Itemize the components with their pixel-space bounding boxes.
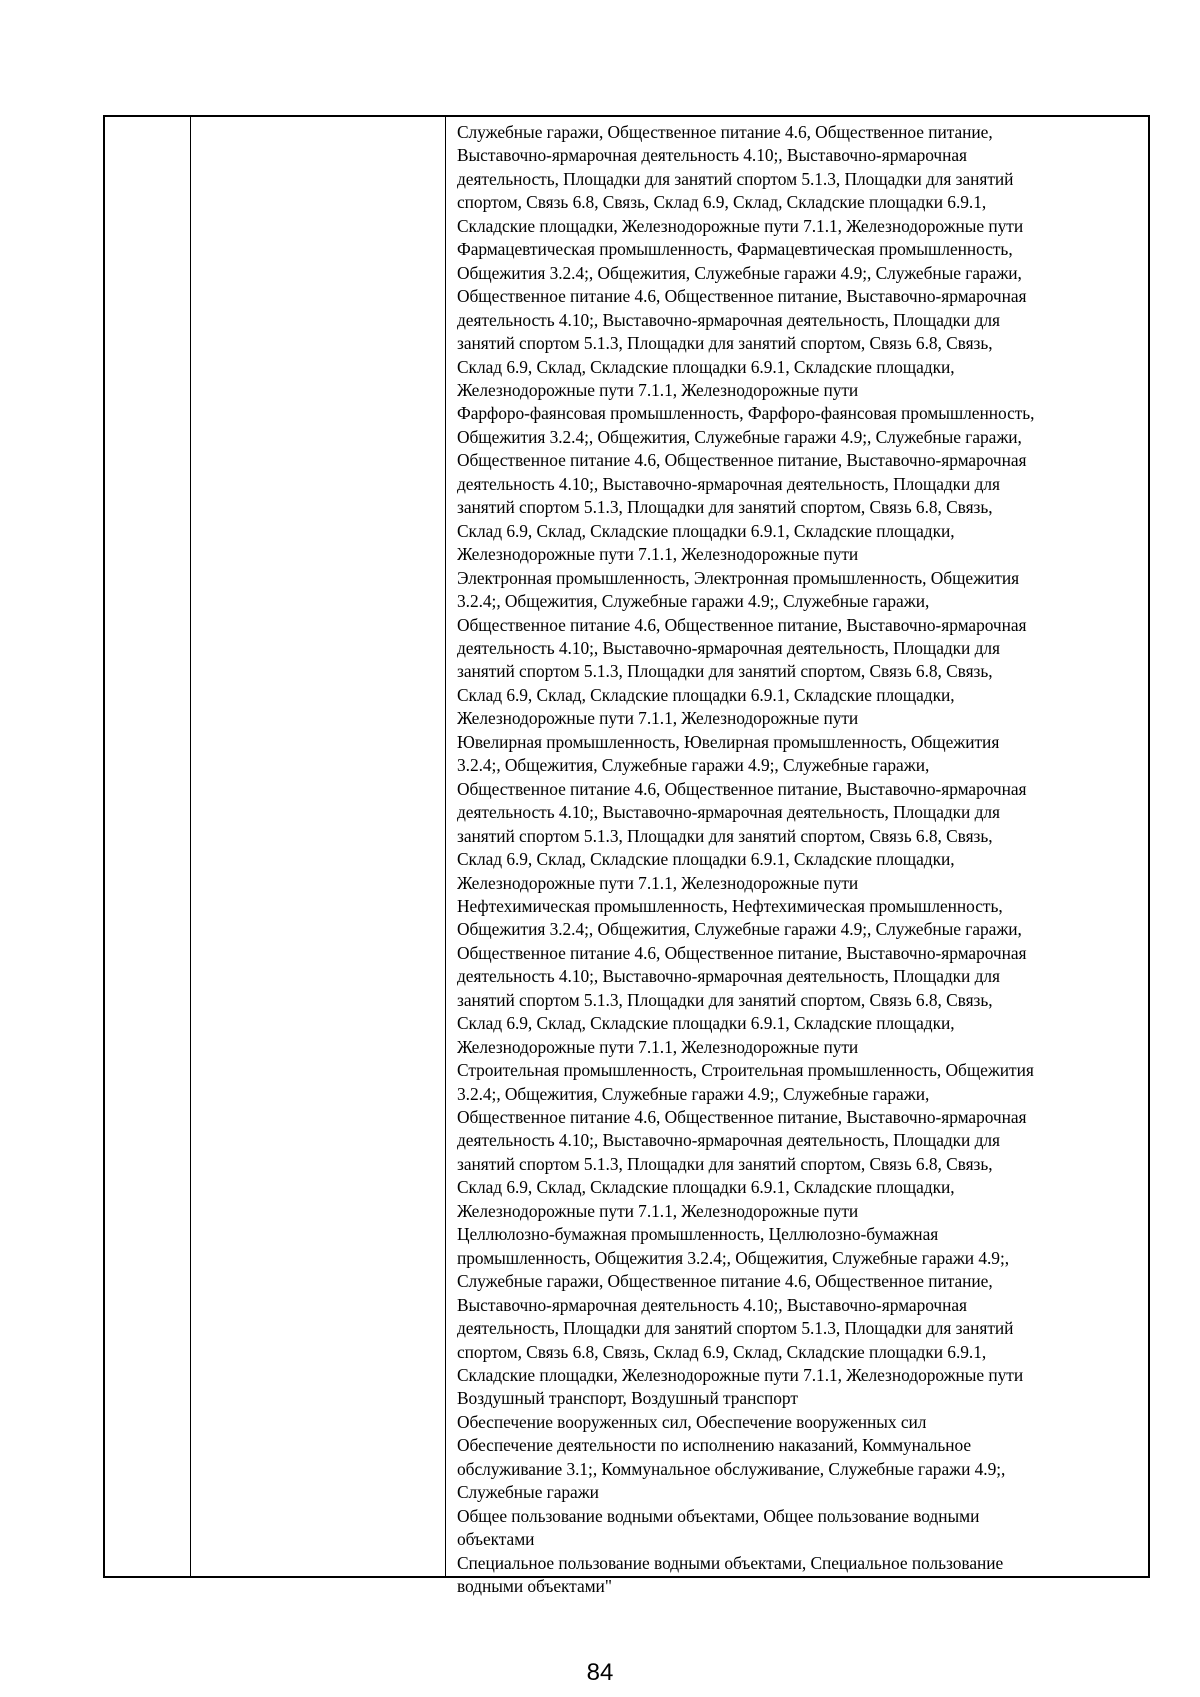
cell-text-line: Железнодорожные пути 7.1.1, Железнодорожные пути	[457, 1036, 859, 1057]
cell-text-line: обслуживание 3.1;, Коммунальное обслуживание, Служебные гаражи 4.9;,	[457, 1458, 1006, 1479]
cell-text-line: Железнодорожные пути 7.1.1, Железнодорожные пути	[457, 708, 859, 729]
cell-text-line: 3.2.4;, Общежития, Служебные гаражи 4.9;, Служебные гаражи,	[457, 755, 930, 776]
cell-text-line: промышленность, Общежития 3.2.4;, Общежития, Служебные гаражи 4.9;,	[457, 1247, 1010, 1268]
cell-text-line: Нефтехимическая промышленность, Нефтехимическая промышленность,	[457, 895, 1003, 916]
cell-text-line: Общественное питание 4.6, Общественное питание, Выставочно-ярмарочная	[457, 614, 1027, 635]
cell-text-line: Железнодорожные пути 7.1.1, Железнодорожные пути	[457, 379, 859, 400]
cell-text-line: Электронная промышленность, Электронная промышленность, Общежития	[457, 567, 1020, 588]
table-cell-number	[105, 117, 191, 1576]
cell-text-line: Общественное питание 4.6, Общественное питание, Выставочно-ярмарочная	[457, 286, 1027, 307]
cell-text-line: Выставочно-ярмарочная деятельность 4.10;, Выставочно-ярмарочная	[457, 1294, 968, 1315]
cell-text-line: Железнодорожные пути 7.1.1, Железнодорожные пути	[457, 1200, 859, 1221]
cell-text-line: деятельность 4.10;, Выставочно-ярмарочная деятельность, Площадки для	[457, 637, 1000, 658]
cell-text-line: Фармацевтическая промышленность, Фармацевтическая промышленность,	[457, 239, 1013, 260]
cell-text-line: Склад 6.9, Склад, Складские площадки 6.9.1, Складские площадки,	[457, 1013, 955, 1034]
cell-text-line: объектами	[457, 1529, 535, 1550]
cell-text-line: Общее пользование водными объектами, Общее пользование водными	[457, 1505, 980, 1526]
cell-text-line: занятий спортом 5.1.3, Площадки для занятий спортом, Связь 6.8, Связь,	[457, 333, 993, 354]
cell-text-line: занятий спортом 5.1.3, Площадки для занятий спортом, Связь 6.8, Связь,	[457, 661, 993, 682]
cell-text-line: Железнодорожные пути 7.1.1, Железнодорожные пути	[457, 544, 859, 565]
cell-text-line: Складские площадки, Железнодорожные пути 7.1.1, Железнодорожные пути	[457, 1365, 1024, 1386]
cell-text-line: Общественное питание 4.6, Общественное питание, Выставочно-ярмарочная	[457, 942, 1027, 963]
cell-text-line: водными объектами"	[457, 1576, 612, 1597]
cell-text-line: Строительная промышленность, Строительная промышленность, Общежития	[457, 1060, 1034, 1081]
cell-text-line: Выставочно-ярмарочная деятельность 4.10;, Выставочно-ярмарочная	[457, 145, 968, 166]
cell-text-line: Складские площадки, Железнодорожные пути 7.1.1, Железнодорожные пути	[457, 215, 1024, 236]
cell-text-line: Общежития 3.2.4;, Общежития, Служебные гаражи 4.9;, Служебные гаражи,	[457, 426, 1022, 447]
cell-text-line: Специальное пользование водными объектами, Специальное пользование	[457, 1552, 1004, 1573]
cell-text-line: занятий спортом 5.1.3, Площадки для занятий спортом, Связь 6.8, Связь,	[457, 825, 993, 846]
cell-text-line: спортом, Связь 6.8, Связь, Склад 6.9, Склад, Складские площадки 6.9.1,	[457, 1341, 987, 1362]
cell-text-line: деятельность 4.10;, Выставочно-ярмарочная деятельность, Площадки для	[457, 802, 1000, 823]
cell-text-line: Общественное питание 4.6, Общественное питание, Выставочно-ярмарочная	[457, 778, 1027, 799]
cell-text-line: деятельность 4.10;, Выставочно-ярмарочная деятельность, Площадки для	[457, 309, 1000, 330]
cell-text-line: Общежития 3.2.4;, Общежития, Служебные гаражи 4.9;, Служебные гаражи,	[457, 919, 1022, 940]
cell-text-line: занятий спортом 5.1.3, Площадки для занятий спортом, Связь 6.8, Связь,	[457, 497, 993, 518]
cell-text-line: Ювелирная промышленность, Ювелирная промышленность, Общежития	[457, 731, 1000, 752]
cell-text-line: деятельность, Площадки для занятий спортом 5.1.3, Площадки для занятий	[457, 1318, 1014, 1339]
page-number: 84	[586, 1659, 614, 1686]
cell-text-line: Служебные гаражи, Общественное питание 4.6, Общественное питание,	[457, 1271, 993, 1292]
cell-text-line: занятий спортом 5.1.3, Площадки для занятий спортом, Связь 6.8, Связь,	[457, 1153, 993, 1174]
cell-text-line: Целлюлозно-бумажная промышленность, Целлюлозно-бумажная	[457, 1224, 939, 1245]
table-cell-zone	[191, 117, 446, 1576]
cell-text-line: Воздушный транспорт, Воздушный транспорт	[457, 1388, 798, 1409]
cell-text-line: деятельность 4.10;, Выставочно-ярмарочная деятельность, Площадки для	[457, 473, 1000, 494]
cell-text-line: деятельность 4.10;, Выставочно-ярмарочная деятельность, Площадки для	[457, 966, 1000, 987]
cell-text-line: Обеспечение деятельности по исполнению наказаний, Коммунальное	[457, 1435, 972, 1456]
cell-text-line: спортом, Связь 6.8, Связь, Склад 6.9, Склад, Складские площадки 6.9.1,	[457, 192, 987, 213]
table-cell-permitted-uses	[446, 117, 1148, 1597]
cell-text-line: Обеспечение вооруженных сил, Обеспечение вооруженных сил	[457, 1411, 927, 1432]
cell-text-line: 3.2.4;, Общежития, Служебные гаражи 4.9;, Служебные гаражи,	[457, 591, 930, 612]
cell-text-line: Склад 6.9, Склад, Складские площадки 6.9.1, Складские площадки,	[457, 1177, 955, 1198]
cell-text-line: Склад 6.9, Склад, Складские площадки 6.9.1, Складские площадки,	[457, 356, 955, 377]
document-table	[103, 115, 1150, 1597]
cell-text-line: Служебные гаражи	[457, 1482, 599, 1503]
cell-text-line: Склад 6.9, Склад, Складские площадки 6.9.1, Складские площадки,	[457, 849, 955, 870]
cell-text-line: Общежития 3.2.4;, Общежития, Служебные гаражи 4.9;, Служебные гаражи,	[457, 262, 1022, 283]
cell-text-line: Фарфоро-фаянсовая промышленность, Фарфоро-фаянсовая промышленность,	[457, 403, 1035, 424]
cell-text-line: Общественное питание 4.6, Общественное питание, Выставочно-ярмарочная	[457, 450, 1027, 471]
cell-text-line: Склад 6.9, Склад, Складские площадки 6.9.1, Складские площадки,	[457, 520, 955, 541]
cell-text-line: занятий спортом 5.1.3, Площадки для занятий спортом, Связь 6.8, Связь,	[457, 989, 993, 1010]
cell-text-line: Общественное питание 4.6, Общественное питание, Выставочно-ярмарочная	[457, 1107, 1027, 1128]
cell-text-line: Железнодорожные пути 7.1.1, Железнодорожные пути	[457, 872, 859, 893]
cell-text-line: Служебные гаражи, Общественное питание 4.6, Общественное питание,	[457, 122, 993, 142]
cell-text-line: Склад 6.9, Склад, Складские площадки 6.9.1, Складские площадки,	[457, 684, 955, 705]
cell-text-line: 3.2.4;, Общежития, Служебные гаражи 4.9;, Служебные гаражи,	[457, 1083, 930, 1104]
cell-text-line: деятельность, Площадки для занятий спортом 5.1.3, Площадки для занятий	[457, 168, 1014, 189]
cell-text-line: деятельность 4.10;, Выставочно-ярмарочная деятельность, Площадки для	[457, 1130, 1000, 1151]
